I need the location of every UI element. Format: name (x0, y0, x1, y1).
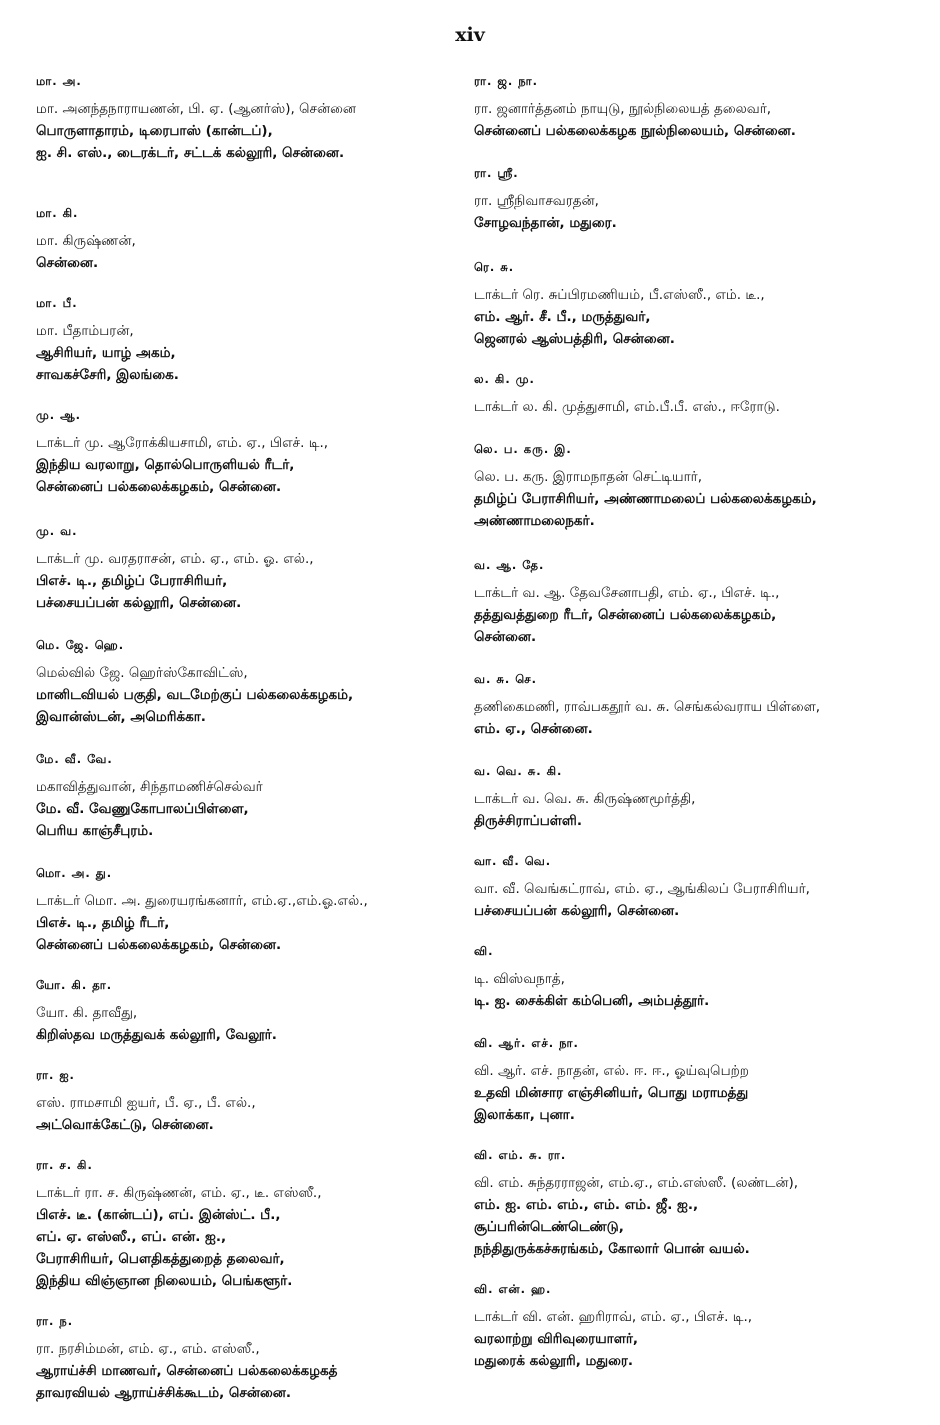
contributor-detail-line: எம். ஏ., சென்னை. (474, 721, 593, 737)
contributor-abbreviation: லெ. ப. கரு. இ. (474, 442, 572, 456)
contributor-detail-line: மகாவித்துவான், சிந்தாமணிச்செல்வர் (36, 779, 263, 795)
contributor-detail-line: இவான்ஸ்டன், அமெரிக்கா. (36, 709, 206, 725)
contributor-entry (36, 636, 456, 728)
contributor-detail-line: தமிழ்ப் பேராசிரியர், அண்ணாமலைப் பல்கலைக்கழகம், (474, 491, 817, 507)
contributor-entry (474, 1146, 914, 1260)
contributor-abbreviation: மெ. ஜே. ஹெ. (36, 638, 125, 652)
left-column (36, 72, 456, 1404)
contributor-detail-line: கிறிஸ்தவ மருத்துவக் கல்லூரி, வேலூர். (36, 1027, 277, 1043)
contributor-abbreviation: மா. பீ. (36, 296, 78, 310)
contributor-detail-line: மானிடவியல் பகுதி, வடமேற்குப் பல்கலைக்கழகம், (36, 687, 354, 703)
contributor-detail-line: யோ. கி. தாவீது, (36, 1005, 138, 1021)
contributor-detail-line: பெரிய காஞ்சீபுரம். (36, 823, 154, 839)
contributor-detail-line: சென்னை. (474, 629, 537, 645)
contributor-detail-line: மெல்வில் ஜே. ஹெர்ஸ்கோவிட்ஸ், (36, 665, 248, 681)
contributor-detail-line: ரா. ஸ்ரீநிவாசவரதன், (474, 193, 599, 209)
contributor-entry (36, 976, 456, 1046)
contributor-detail-line: டாக்டர் வி. என். ஹரிராவ், எம். ஏ., பிஎச். டி., (474, 1309, 753, 1325)
contributor-detail-line: டி. ஐ. சைக்கிள் கம்பெனி, அம்பத்தூர். (474, 993, 710, 1009)
contributor-abbreviation: வி. (474, 944, 494, 958)
contributor-abbreviation: ரெ. சு. (474, 260, 515, 274)
contributor-entry (474, 942, 914, 1012)
contributor-detail-line: தத்துவத்துறை ரீடர், சென்னைப் பல்கலைக்கழகம், (474, 607, 777, 623)
contributor-detail-line: இலாக்கா, புனா. (474, 1107, 575, 1123)
contributor-entry (36, 750, 456, 842)
contributor-entry (474, 1034, 914, 1126)
contributor-abbreviation: வி. ஆர். எச். நா. (474, 1036, 579, 1050)
contributor-detail-line: மா. பீதாம்பரன், (36, 323, 134, 339)
contributor-detail-line: தணிகைமணி, ராவ்பகதூர் வ. சு. செங்கல்வராய பிள்ளை, (474, 699, 821, 715)
contributor-entry (474, 370, 914, 418)
contributor-detail-line: சென்னைப் பல்கலைக்கழக நூல்நிலையம், சென்னை. (474, 123, 796, 139)
contributor-detail-line: மா. அனந்தநாராயணன், பி. ஏ. (ஆனர்ஸ்), சென்னை (36, 101, 356, 117)
contributor-entry (474, 72, 914, 142)
contributor-entry (36, 204, 456, 274)
contributor-entry (36, 1156, 456, 1292)
contributor-detail-line: வரலாற்று விரிவுரையாளர், (474, 1331, 639, 1347)
contributor-abbreviation: மா. கி. (36, 206, 79, 220)
contributor-detail-line: சோழவந்தான், மதுரை. (474, 215, 617, 231)
contributor-entry (36, 864, 456, 956)
contributor-entry (36, 406, 456, 498)
contributor-abbreviation: வ. சு. செ. (474, 672, 537, 686)
page-number: xiv (455, 24, 485, 46)
contributor-entry (474, 670, 914, 740)
contributor-detail-line: டாக்டர் வ. ஆ. தேவசேனாபதி, எம். ஏ., பிஎச். டி., (474, 585, 780, 601)
contributor-detail-line: பிஎச். டி., தமிழ் ரீடர், (36, 915, 170, 931)
contributor-detail-line: ரா. நரசிம்மன், எம். ஏ., எம். எஸ்ஸீ., (36, 1341, 260, 1357)
contributor-detail-line: டாக்டர் ரெ. சுப்பிரமணியம், பீ.எஸ்ஸீ., எம். டீ., (474, 287, 765, 303)
contributor-abbreviation: மு. ஆ. (36, 408, 82, 422)
contributor-detail-line: வி. ஆர். எச். நாதன், எல். ஈ. ஈ., ஓய்வுபெற்ற (474, 1063, 749, 1079)
contributor-detail-line: டாக்டர் வ. வெ. சு. கிருஷ்ணமூர்த்தி, (474, 791, 696, 807)
contributor-detail-line: திருச்சிராப்பள்ளி. (474, 813, 582, 829)
contributor-detail-line: பிஎச். டீ. (கான்டப்), எப். இன்ஸ்ட். பீ., (36, 1207, 281, 1223)
contributor-abbreviation: மே. வீ. வே. (36, 752, 113, 766)
contributor-detail-line: பேராசிரியர், பௌதிகத்துறைத் தலைவர், (36, 1251, 285, 1267)
contributor-detail-line: எஸ். ராமசாமி ஐயர், பீ. ஏ., பீ. எல்., (36, 1095, 256, 1111)
contributor-detail-line: ஜெனரல் ஆஸ்பத்திரி, சென்னை. (474, 331, 675, 347)
contributor-detail-line: மா. கிருஷ்ணன், (36, 233, 136, 249)
contributor-detail-line: ஆராய்ச்சி மாணவர், சென்னைப் பல்கலைக்கழகத் (36, 1363, 338, 1379)
contributor-detail-line: சூப்பரின்டெண்டெண்டு, (474, 1219, 624, 1235)
contributor-entry (474, 1280, 914, 1372)
contributor-detail-line: பொருளாதாரம், டிரைபாஸ் (கான்டப்), (36, 123, 273, 139)
contributor-abbreviation: ரா. ஜ. நா. (474, 74, 539, 88)
contributor-detail-line: தாவரவியல் ஆராய்ச்சிக்கூடம், சென்னை. (36, 1385, 291, 1401)
contributor-detail-line: நந்திதுருக்கச்சுரங்கம், கோலார் பொன் வயல். (474, 1241, 750, 1257)
contributor-entry (474, 258, 914, 350)
contributor-detail-line: லெ. ப. கரு. இராமநாதன் செட்டியார், (474, 469, 703, 485)
contributor-detail-line: எம். ஐ. எம். எம்., எம். எம். ஜீ. ஐ., (474, 1197, 699, 1213)
contributor-entry (36, 294, 456, 386)
contributor-abbreviation: மொ. அ. து. (36, 866, 113, 880)
contributor-detail-line: அண்ணாமலைநகர். (474, 513, 595, 529)
contributor-entry (474, 556, 914, 648)
contributor-detail-line: வி. எம். சுந்தரராஜன், எம்.ஏ., எம்.எஸ்ஸீ. (லண்டன்), (474, 1175, 798, 1191)
contributor-entry (36, 1312, 456, 1404)
contributor-detail-line: மதுரைக் கல்லூரி, மதுரை. (474, 1353, 634, 1369)
contributor-detail-line: டாக்டர் மு. ஆரோக்கியசாமி, எம். ஏ., பிஎச். டி., (36, 435, 329, 451)
contributor-entry (36, 522, 456, 614)
contributor-detail-line: எம். ஆர். சீ. பீ., மருத்துவர், (474, 309, 651, 325)
contributor-abbreviation: வ. வெ. சு. கி. (474, 764, 563, 778)
contributor-abbreviation: ரா. ஐ. (36, 1068, 75, 1082)
contributor-detail-line: வா. வீ. வெங்கட்ராவ், எம். ஏ., ஆங்கிலப் பேராசிரியர், (474, 881, 810, 897)
contributor-entry (36, 72, 456, 164)
contributor-detail-line: டாக்டர் ரா. ச. கிருஷ்ணன், எம். ஏ., டீ. எஸ்ஸீ., (36, 1185, 322, 1201)
contributor-detail-line: ஐ. சி. எஸ்., டைரக்டர், சட்டக் கல்லூரி, சென்னை. (36, 145, 345, 161)
contributor-entry (474, 852, 914, 922)
contributor-entry (36, 1066, 456, 1136)
contributor-detail-line: சென்னை. (36, 255, 99, 271)
contributor-detail-line: டாக்டர் மு. வரதராசன், எம். ஏ., எம். ஓ. எல்., (36, 551, 314, 567)
contributor-abbreviation: வ. ஆ. தே. (474, 558, 545, 572)
contributor-detail-line: மே. வீ. வேணுகோபாலப்பிள்ளை, (36, 801, 249, 817)
contributor-detail-line: பச்சையப்பன் கல்லூரி, சென்னை. (474, 903, 680, 919)
contributor-detail-line: உதவி மின்சார எஞ்சினியர், பொது மராமத்து (474, 1085, 749, 1101)
contributor-abbreviation: ரா. ச. கி. (36, 1158, 93, 1172)
contributor-detail-line: இந்திய வரலாறு, தொல்பொருளியல் ரீடர், (36, 457, 295, 473)
contributor-entry (474, 440, 914, 532)
contributor-abbreviation: வி. எம். சு. ரா. (474, 1148, 567, 1162)
contributor-detail-line: சாவகச்சேரி, இலங்கை. (36, 367, 179, 383)
contributor-abbreviation: மு. வ. (36, 524, 78, 538)
contributor-abbreviation: ரா. ந. (36, 1314, 74, 1328)
contributor-entry (474, 762, 914, 832)
contributor-detail-line: சென்னைப் பல்கலைக்கழகம், சென்னை. (36, 479, 282, 495)
contributor-detail-line: பச்சையப்பன் கல்லூரி, சென்னை. (36, 595, 242, 611)
contributor-detail-line: ரா. ஜனார்த்தனம் நாயுடு, நூல்நிலையத் தலைவர், (474, 101, 772, 117)
contributor-detail-line: பிஎச். டி., தமிழ்ப் பேராசிரியர், (36, 573, 228, 589)
contributor-entry (474, 164, 914, 234)
contributor-detail-line: ஆசிரியர், யாழ் அகம், (36, 345, 176, 361)
contributor-abbreviation: வா. வீ. வெ. (474, 854, 552, 868)
contributor-abbreviation: வி. என். ஹ. (474, 1282, 552, 1296)
contributor-abbreviation: ல. கி. மு. (474, 372, 535, 386)
contributor-detail-line: சென்னைப் பல்கலைக்கழகம், சென்னை. (36, 937, 282, 953)
right-column (474, 72, 914, 1372)
contributor-detail-line: அட்வொக்கேட்டு, சென்னை. (36, 1117, 214, 1133)
contributor-detail-line: எப். ஏ. எஸ்ஸீ., எப். என். ஐ., (36, 1229, 227, 1245)
contributor-abbreviation: யோ. கி. தா. (36, 978, 113, 992)
contributor-detail-line: டாக்டர் மொ. அ. துரையரங்கனார், எம்.ஏ.,எம்.ஓ.எல்., (36, 893, 368, 909)
contributor-detail-line: டி. விஸ்வநாத், (474, 971, 565, 987)
contributor-abbreviation: மா. அ. (36, 74, 82, 88)
contributor-detail-line: டாக்டர் ல. கி. முத்துசாமி, எம்.பீ.பீ. எஸ்., ஈரோடு. (474, 399, 780, 415)
contributor-detail-line: இந்திய விஞ்ஞான நிலையம், பெங்களூர். (36, 1273, 293, 1289)
contributor-abbreviation: ரா. ஸ்ரீ. (474, 166, 519, 180)
